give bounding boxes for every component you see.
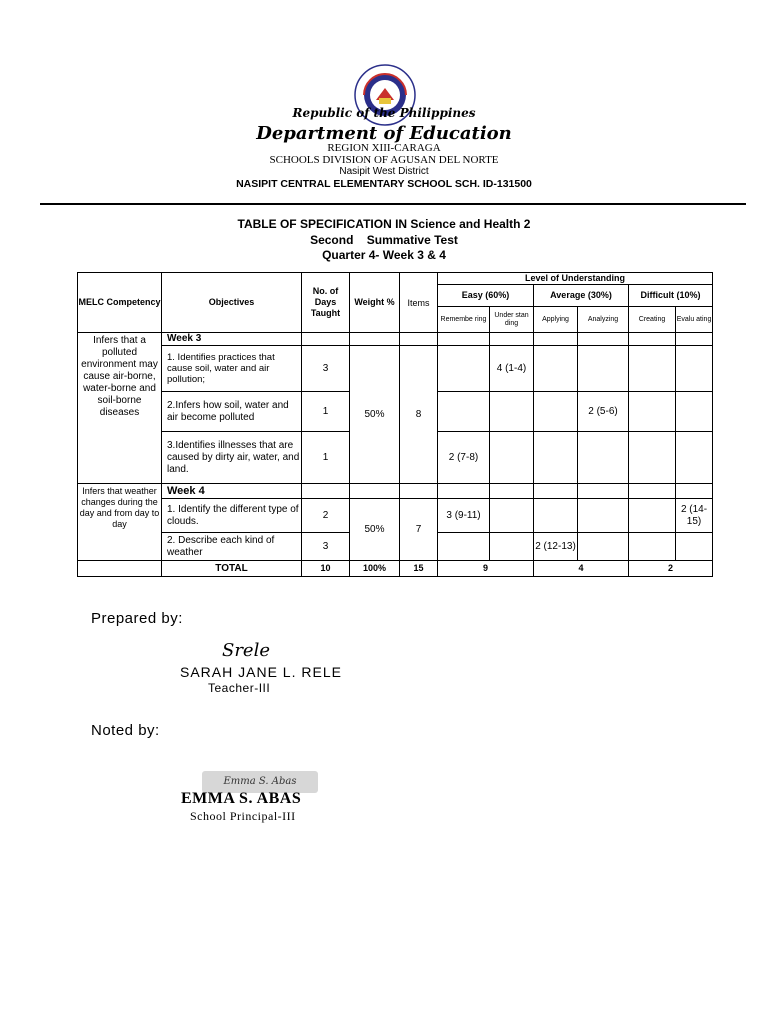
week4-weight: 50% [350,499,400,561]
header-remembering: Remembe ring [438,307,490,333]
remembering-cell: 2 (7-8) [438,432,490,484]
total-days: 10 [302,561,350,577]
district-line: Nasipit West District [339,166,429,177]
noter-name: EMMA S. ABAS [181,790,302,807]
total-difficult: 2 [629,561,713,577]
noted-by-label: Noted by: [91,722,160,739]
republic-line: Republic of the Philippines [292,106,476,120]
header-difficult: Difficult (10%) [629,285,713,307]
total-average: 4 [534,561,629,577]
remembering-cell: 3 (9-11) [438,499,490,533]
header-average: Average (30%) [534,285,629,307]
header-divider [40,203,746,205]
header-creating: Creating [629,307,676,333]
week3-items: 8 [400,346,438,484]
header-analyzing: Analyzing [578,307,629,333]
total-label: TOTAL [162,561,302,577]
week3-weight: 50% [350,346,400,484]
test-title: Second Summative Test [310,233,458,247]
understanding-cell: 4 (1-4) [490,346,534,392]
division-line: SCHOOLS DIVISION OF AGUSAN DEL NORTE [269,154,499,166]
evaluating-cell: 2 (14-15) [676,499,713,533]
noter-signature: Emma S. Abas [223,776,297,787]
applying-cell: 2 (12-13) [534,533,578,561]
table-row: 1. Identify the different type of clouds. [162,499,302,533]
total-easy: 9 [438,561,534,577]
quarter-title: Quarter 4- Week 3 & 4 [322,248,446,262]
week4-label: Week 4 [162,484,302,499]
total-items: 15 [400,561,438,577]
week3-label: Week 3 [162,333,302,346]
prepared-by-label: Prepared by: [91,610,183,627]
region-line: REGION XIII-CARAGA [327,142,441,154]
week4-items: 7 [400,499,438,561]
total-weight: 100% [350,561,400,577]
header-days: No. of Days Taught [302,273,350,333]
header-weight: Weight % [350,273,400,333]
table-row: 2.Infers how soil, water and air become polluted [162,392,302,432]
header-understanding: Under stan ding [490,307,534,333]
preparer-signature: Srele [222,640,270,661]
preparer-name: SARAH JANE L. RELE [180,664,342,680]
days-cell: 1 [302,392,350,432]
header-items: Items [400,273,438,333]
header-level: Level of Understanding [438,273,713,285]
analyzing-cell: 2 (5-6) [578,392,629,432]
days-cell: 1 [302,432,350,484]
header-applying: Applying [534,307,578,333]
header-objectives: Objectives [162,273,302,333]
table-row: 3.Identifies illnesses that are caused by dirty air, water, and land. [162,432,302,484]
school-line: NASIPIT CENTRAL ELEMENTARY SCHOOL SCH. ID-131500 [236,178,532,190]
week4-competency: Infers that weather changes during the day and from day to day [78,484,162,561]
days-cell: 2 [302,499,350,533]
header-easy: Easy (60%) [438,285,534,307]
week3-competency: Infers that a polluted environment may cause air-borne, water-borne and soil-borne diseases [78,333,162,484]
header-evaluating: Evalu ating [676,307,713,333]
department-title: Department of Education [256,123,512,144]
days-cell: 3 [302,346,350,392]
days-cell: 3 [302,533,350,561]
preparer-title: Teacher-III [208,681,271,695]
tos-title: TABLE OF SPECIFICATION IN Science and Health 2 [237,217,531,231]
header-melc: MELC Competency [78,273,162,333]
noter-title: School Principal-III [190,809,296,823]
table-row: 2. Describe each kind of weather [162,533,302,561]
table-row: 1. Identifies practices that cause soil, water and air pollution; [162,346,302,392]
specification-table [77,272,713,577]
